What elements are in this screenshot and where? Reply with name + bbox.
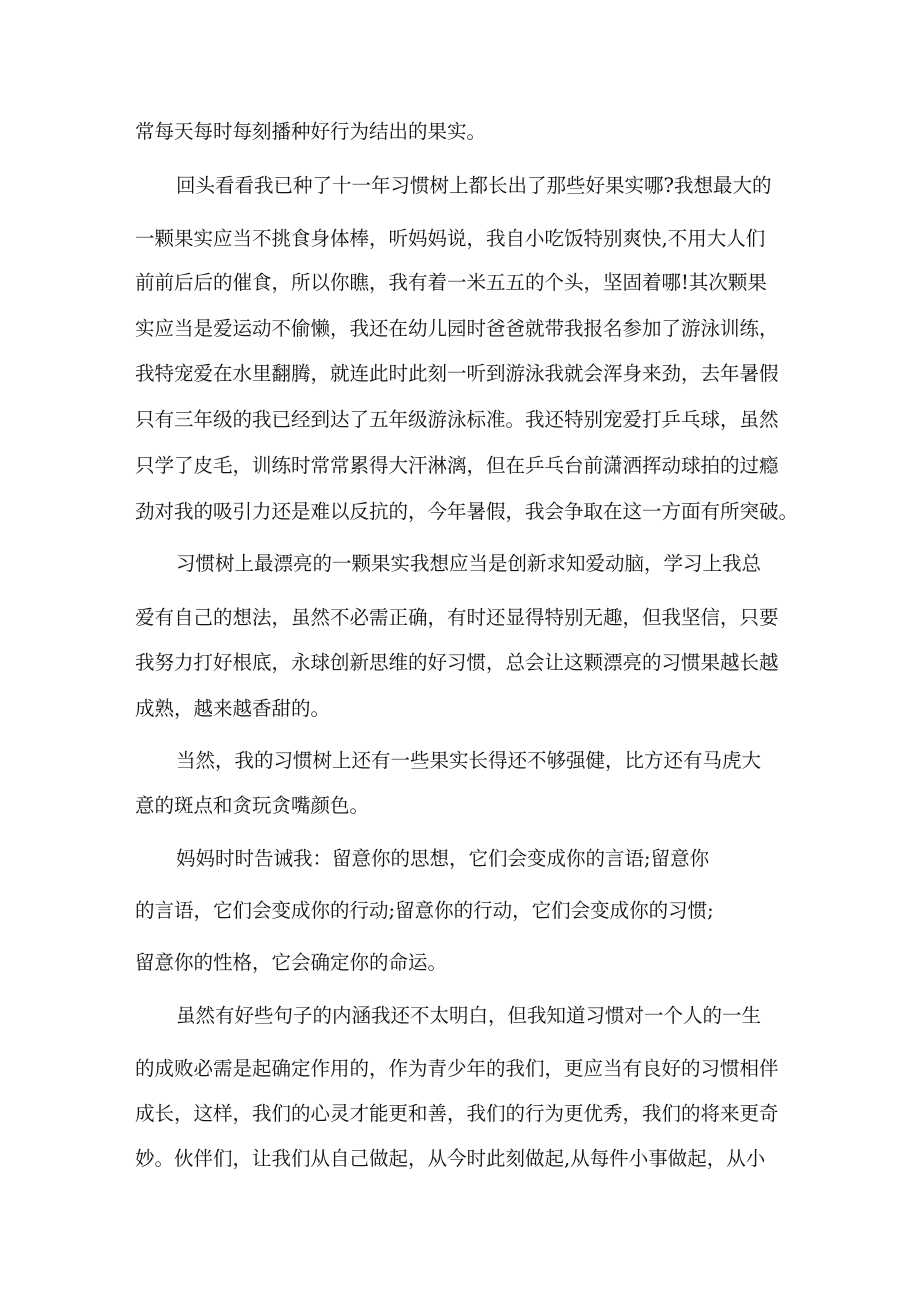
- text-line-6: 我特宠爱在水里翻腾，就连此时此刻一听到游泳我就会浑身来劲，去年暑假: [135, 362, 779, 385]
- text-line-5: 实应当是爱运动不偷懒，我还在幼儿园时爸爸就带我报名参加了游泳训练，: [135, 317, 779, 340]
- text-line-17: 的言语，它们会变成你的行动;留意你的行动，它们会变成你的习惯;: [135, 899, 714, 922]
- text-line-21: 成长，这样，我们的心灵才能更和善，我们的行为更优秀，我们的将来更奇: [135, 1102, 779, 1125]
- text-line-9: 劲对我的吸引力还是难以反抗的，今年暑假，我会争取在这一方面有所突破。: [135, 500, 799, 523]
- text-line-12: 我努力打好根底，永球创新思维的好习惯，总会让这颗漂亮的习惯果越长越: [135, 651, 779, 674]
- text-line-20: 的成败必需是起确定作用的，作为青少年的我们，更应当有良好的习惯相伴: [135, 1057, 779, 1080]
- text-line-1: 常每天每时每刻播种好行为结出的果实。: [135, 120, 487, 143]
- text-line-11: 爱有自己的想法，虽然不必需正确，有时还显得特别无趣，但我坚信，只要: [135, 606, 779, 629]
- text-line-10: 习惯树上最漂亮的一颗果实我想应当是创新求知爱动脑，学习上我总: [176, 552, 762, 575]
- text-line-13: 成熟，越来越香甜的。: [135, 697, 331, 720]
- text-line-14: 当然，我的习惯树上还有一些果实长得还不够强健，比方还有马虎大: [176, 749, 762, 772]
- text-line-4: 前前后后的催食，所以你瞧，我有着一米五五的个头，坚固着哪!其次颗果: [135, 271, 767, 294]
- text-line-15: 意的斑点和贪玩贪嘴颜色。: [135, 794, 370, 817]
- text-line-19: 虽然有好些句子的内涵我还不太明白，但我知道习惯对一个人的一生: [176, 1004, 762, 1027]
- text-line-18: 留意你的性格，它会确定你的命运。: [135, 951, 448, 974]
- text-line-16: 妈妈时时告诫我：留意你的思想，它们会变成你的言语;留意你: [176, 847, 710, 870]
- text-line-22: 妙。伙伴们，让我们从自己做起，从今时此刻做起,从每件小事做起，从小: [135, 1147, 766, 1170]
- text-line-8: 只学了皮毛，训练时常常累得大汗淋漓，但在乒乓台前潇洒挥动球拍的过瘾: [135, 454, 779, 477]
- text-line-7: 只有三年级的我已经到达了五年级游泳标准。我还特别宠爱打乒乓球，虽然: [135, 408, 779, 431]
- text-line-3: 一颗果实应当不挑食身体棒，听妈妈说，我自小吃饭特别爽快,不用大人们: [135, 227, 766, 250]
- text-line-2: 回头看看我已种了十一年习惯树上都长出了那些好果实哪?我想最大的: [176, 174, 772, 197]
